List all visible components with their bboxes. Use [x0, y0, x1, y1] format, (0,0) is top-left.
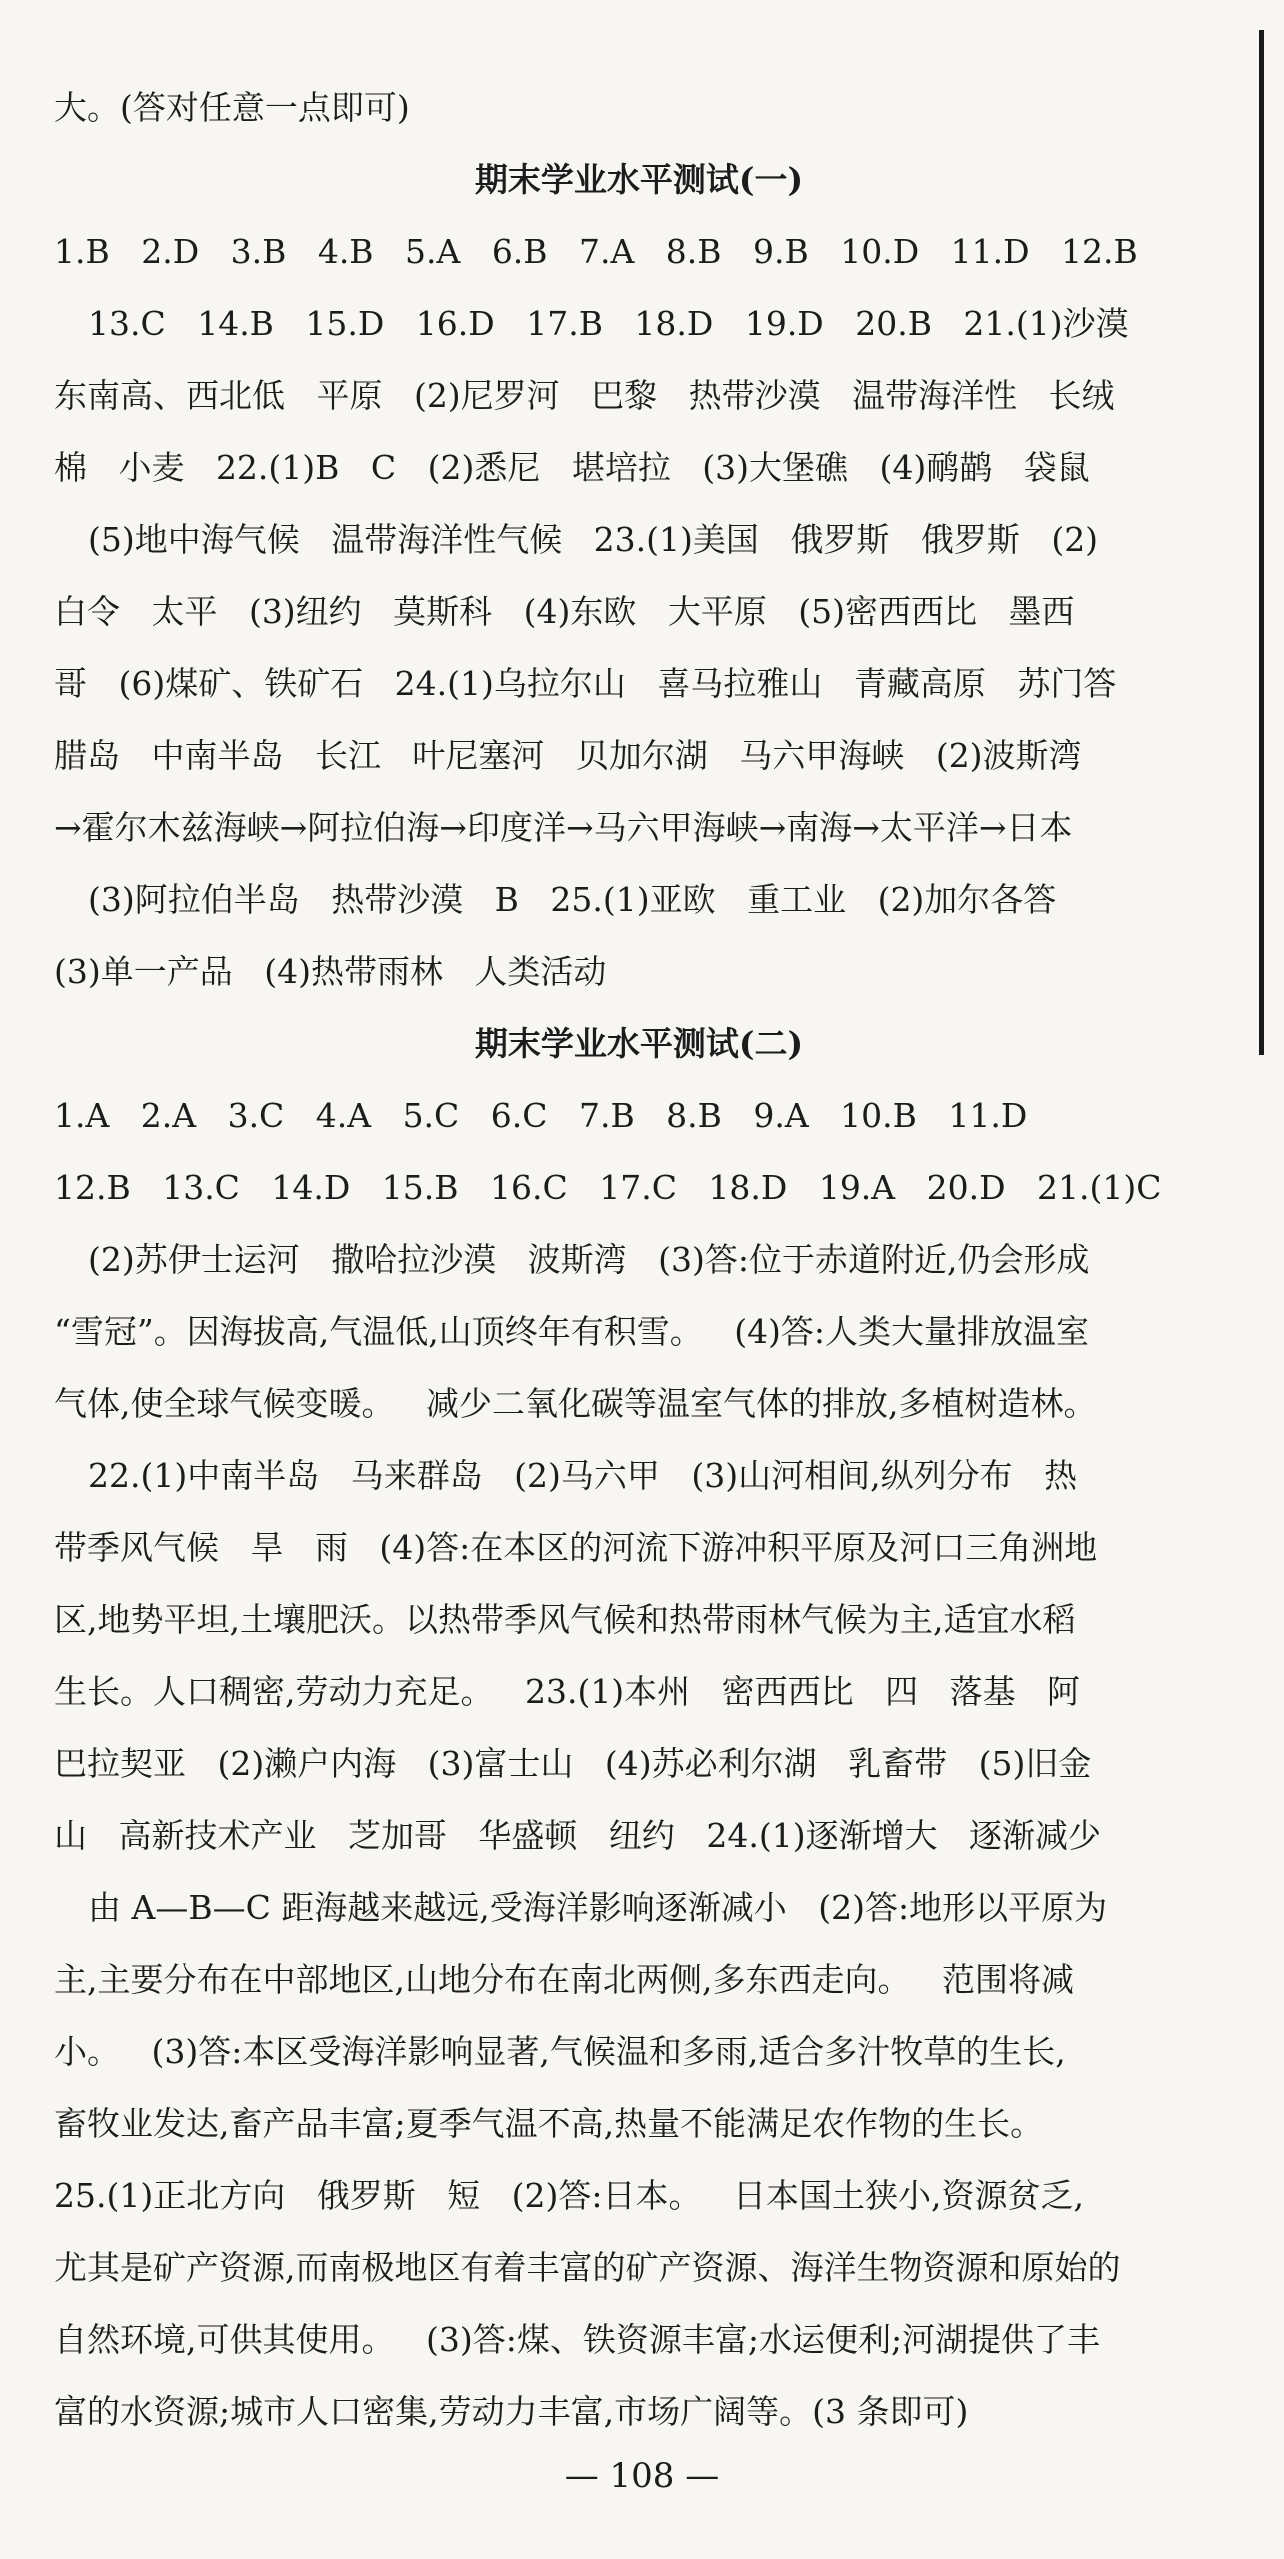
answer-line: 富的水资源;城市人口密集,劳动力丰富,市场广阔等。(3 条即可) [54, 2392, 969, 2431]
section-title: 期末学业水平测试(一) [474, 160, 804, 199]
answer-line: 山 高新技术产业 芝加哥 华盛顿 纽约 24.(1)逐渐增大 逐渐减少 [54, 1816, 1102, 1855]
answer-line: 由 A—B—C 距海越来越远,受海洋影响逐渐减小 (2)答:地形以平原为 [88, 1888, 1108, 1927]
answer-line: (5)地中海气候 温带海洋性气候 23.(1)美国 俄罗斯 俄罗斯 (2) [88, 520, 1099, 559]
answer-line: (3)单一产品 (4)热带雨林 人类活动 [54, 952, 607, 991]
answer-line: 东南高、西北低 平原 (2)尼罗河 巴黎 热带沙漠 温带海洋性 长绒 [54, 376, 1115, 415]
answer-line: 12.B 13.C 14.D 15.B 16.C 17.C 18.D 19.A 20.D 21.(1)C [54, 1168, 1162, 1207]
answer-line: (2)苏伊士运河 撒哈拉沙漠 波斯湾 (3)答:位于赤道附近,仍会形成 [88, 1240, 1090, 1279]
answer-line: 自然环境,可供其使用。 (3)答:煤、铁资源丰富;水运便利;河湖提供了丰 [54, 2320, 1101, 2359]
section-title: 期末学业水平测试(二) [474, 1024, 804, 1063]
answer-line: 白令 太平 (3)纽约 莫斯科 (4)东欧 大平原 (5)密西西比 墨西 [54, 592, 1075, 631]
answer-line: 小。 (3)答:本区受海洋影响显著,气候温和多雨,适合多汁牧草的生长, [54, 2032, 1066, 2071]
page-edge-line [1259, 30, 1264, 1055]
answer-line: 1.A 2.A 3.C 4.A 5.C 6.C 7.B 8.B 9.A 10.B 11.D [54, 1096, 1028, 1135]
answer-line: 大。(答对任意一点即可) [54, 88, 410, 127]
answer-line: 腊岛 中南半岛 长江 叶尼塞河 贝加尔湖 马六甲海峡 (2)波斯湾 [54, 736, 1082, 775]
answer-line: 1.B 2.D 3.B 4.B 5.A 6.B 7.A 8.B 9.B 10.D 11.D 12.B [54, 232, 1138, 271]
answer-line: 哥 (6)煤矿、铁矿石 24.(1)乌拉尔山 喜马拉雅山 青藏高原 苏门答 [54, 664, 1117, 703]
answer-line: 25.(1)正北方向 俄罗斯 短 (2)答:日本。 日本国土狭小,资源贫乏, [54, 2176, 1084, 2215]
answer-line: 尤其是矿产资源,而南极地区有着丰富的矿产资源、海洋生物资源和原始的 [54, 2248, 1121, 2287]
answer-content [54, 72, 1224, 2448]
answer-line: 生长。人口稠密,劳动力充足。 23.(1)本州 密西西比 四 落基 阿 [54, 1672, 1081, 1711]
page-number: — 108 — [564, 2456, 720, 2496]
answer-line: →霍尔木兹海峡→阿拉伯海→印度洋→马六甲海峡→南海→太平洋→日本 [54, 808, 1073, 847]
answer-line: 22.(1)中南半岛 马来群岛 (2)马六甲 (3)山河相间,纵列分布 热 [88, 1456, 1078, 1495]
answer-line: 主,主要分布在中部地区,山地分布在南北两侧,多东西走向。 范围将减 [54, 1960, 1074, 1999]
answer-line: 带季风气候 旱 雨 (4)答:在本区的河流下游冲积平原及河口三角洲地 [54, 1528, 1098, 1567]
answer-line: 巴拉契亚 (2)濑户内海 (3)富士山 (4)苏必利尔湖 乳畜带 (5)旧金 [54, 1744, 1092, 1783]
answer-line: 13.C 14.B 15.D 16.D 17.B 18.D 19.D 20.B 21.(1)沙漠 [88, 304, 1129, 343]
answer-line: 棉 小麦 22.(1)B C (2)悉尼 堪培拉 (3)大堡礁 (4)鸸鹋 袋鼠 [54, 448, 1090, 487]
answer-line: 畜牧业发达,畜产品丰富;夏季气温不高,热量不能满足农作物的生长。 [54, 2104, 1044, 2143]
answer-line: “雪冠”。因海拔高,气温低,山顶终年有积雪。 (4)答:人类大量排放温室 [54, 1312, 1090, 1351]
answer-line: (3)阿拉伯半岛 热带沙漠 B 25.(1)亚欧 重工业 (2)加尔各答 [88, 880, 1057, 919]
answer-line: 气体,使全球气候变暖。 减少二氧化碳等温室气体的排放,多植树造林。 [54, 1384, 1097, 1423]
answer-line: 区,地势平坦,土壤肥沃。以热带季风气候和热带雨林气候为主,适宜水稻 [54, 1600, 1076, 1639]
